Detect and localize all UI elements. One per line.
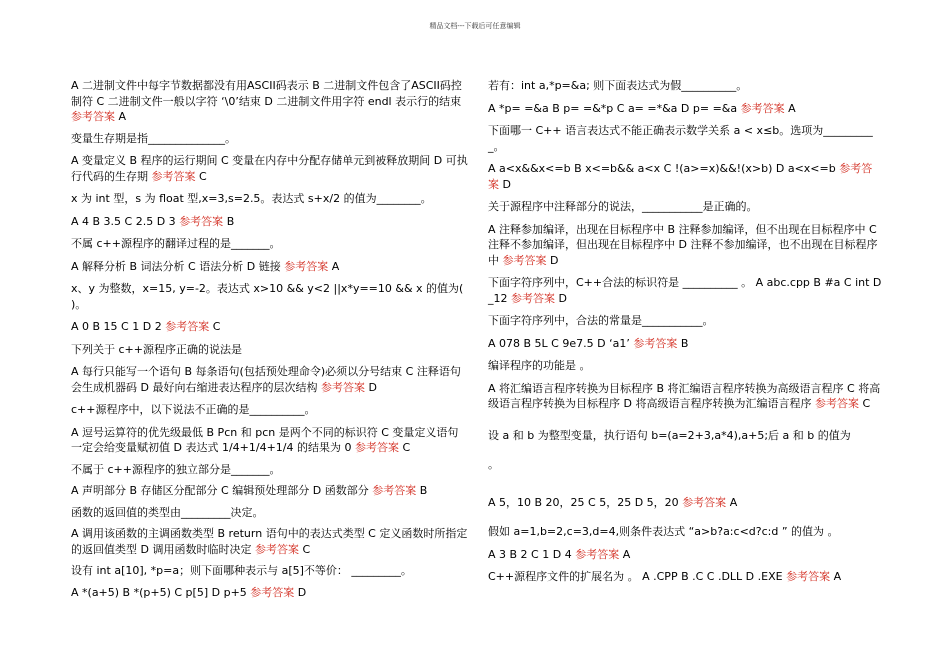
- question-item: 下面字符序列中，合法的常量是___________。: [488, 314, 714, 327]
- question-item: A 0 B 15 C 1 D 2 参考答案 C: [71, 320, 221, 333]
- answer-label: 参考答案: [284, 259, 329, 273]
- right-column: [488, 78, 882, 585]
- question-item: A 解释分析 B 词法分析 C 语法分析 D 链接 参考答案 A: [71, 259, 340, 273]
- answer-label: 参考答案: [786, 570, 831, 583]
- answer-label: 参考答案: [254, 542, 299, 556]
- question-item: A 078 B 5L C 9e7.5 D ‘a1’ 参考答案 B: [488, 336, 689, 350]
- question-item: 下列关于 c++源程序正确的说法是: [71, 342, 242, 356]
- question-item: 编译程序的功能是 。: [488, 359, 591, 372]
- question-item: 若有：int a,*p=&a; 则下面表达式为假__________。: [488, 79, 748, 92]
- answer-label: 参考答案: [355, 441, 399, 454]
- answer-label: 参考答案: [740, 101, 785, 115]
- question-item: 。: [488, 458, 499, 471]
- answer-label: 参考答案: [814, 397, 859, 410]
- question-item: 设 a 和 b 为整型变量，执行语句 b=(a=2+3,a*4),a+5;后 a 和 b 的值为: [488, 428, 851, 442]
- question-item: A *(a+5) B *(p+5) C p[5] D p+5 参考答案 D: [71, 585, 307, 599]
- answer-label: 参考答案: [511, 291, 555, 305]
- page-header: 精品文档---下载后可任意编辑: [429, 22, 521, 30]
- question-item: x、y 为整数，x=15, y=-2。表达式 x>10 && y<2 ||x*y==10 && x 的值为( )。: [71, 282, 464, 311]
- question-item: A 声明部分 B 存储区分配部分 C 编辑预处理部分 D 函数部分 参考答案 B: [71, 484, 428, 497]
- question-item: C++源程序文件的扩展名为 。 A .CPP B .C C .DLL D .EXE 参考答案 A: [488, 570, 842, 583]
- left-column: [71, 78, 468, 600]
- question-item: 不属 c++源程序的翻译过程的是_______。: [71, 237, 281, 250]
- answer-label: 参考答案: [165, 320, 210, 333]
- question-item: 不属于 c++源程序的独立部分是_______。: [71, 462, 281, 476]
- answer-label: 参考答案: [250, 585, 295, 599]
- question-item: A 5，10 B 20，25 C 5，25 D 5，20 参考答案 A: [488, 495, 738, 509]
- answer-label: 参考答案: [372, 484, 417, 497]
- question-item: 下面字符序列中，C++合法的标识符是 __________ 。 A abc.cpp B #a C int D _12 参考答案 D: [488, 276, 882, 305]
- question-item: A *p= =&a B p= =&*p C a= =*&a D p= =&a 参考答案 A: [488, 101, 796, 115]
- answer-label: 参考答案: [151, 169, 196, 183]
- question-item: 函数的返回值的类型由_________决定。: [71, 505, 264, 519]
- question-item: A 将汇编语言程序转换为目标程序 B 将汇编语言程序转换为高级语言程序 C 将高级语言程序转换为目标程序 D 将高级语言程序转换为汇编语言程序 参考答案 C: [488, 381, 881, 410]
- answer-label: 参考答案: [502, 253, 547, 267]
- answer-label: 参考答案: [575, 547, 620, 561]
- question-item: A 二进制文件中每字节数据都没有用ASCII码表示 B 二进制文件包含了ASCII码控制符 C 二进制文件一般以字符 ‘\0’结束 D 二进制文件用字符 endl 表示行的结束 参考答案 A: [71, 79, 462, 123]
- question-item: x 为 int 型，s 为 float 型,x=3,s=2.5。表达式 s+x/2 的值为________。: [71, 192, 432, 205]
- answer-label: 参考答案: [71, 110, 115, 123]
- question-item: A 变量定义 B 程序的运行期间 C 变量在内存中分配存储单元到被释放期间 D 可执行代码的生存期 参考答案 C: [71, 154, 468, 183]
- question-item: 变量生存期是指______________。: [71, 131, 236, 145]
- question-item: A 注释参加编译，出现在目标程序中 B 注释参加编译，但不出现在目标程序中 C 注释不参加编译，但出现在目标程序中 D 注释不参加编译，也不出现在目标程序中 参考答案 D: [488, 222, 878, 267]
- answer-label: 参考答案: [682, 495, 727, 509]
- question-item: 假如 a=1,b=2,c=3,d=4,则条件表达式 “a>b?a:c<d?c:d ” 的值为 。: [488, 525, 839, 538]
- question-item: A 3 B 2 C 1 D 4 参考答案 A: [488, 547, 631, 561]
- question-item: 下面哪一 C++ 语言表达式不能正确表示数学关系 a < x≤b。选项为__________。: [488, 124, 873, 153]
- question-item: 关于源程序中注释部分的说法，___________是正确的。: [488, 200, 758, 213]
- answer-label: 参考答案: [320, 380, 365, 394]
- answer-label: 参考答案: [179, 214, 224, 228]
- question-item: A 逗号运算符的优先级最低 B Pcn 和 pcn 是两个不同的标识符 C 变量定义语句一定会给变量赋初值 D 表达式 1/4+1/4+1/4 的结果为 0 参考答案 C: [71, 425, 459, 454]
- question-item: A a<x&&x<=b B x<=b&& a<x C !(a>=x)&&!(x>b) D a<x<=b 参考答案 D: [488, 162, 873, 191]
- question-item: A 调用该函数的主调函数类型 B return 语句中的表达式类型 C 定义函数时所指定的返回值类型 D 调用函数时临时决定 参考答案 C: [71, 527, 468, 556]
- question-item: c++源程序中，以下说法不正确的是__________。: [71, 403, 316, 416]
- answer-label: 参考答案: [633, 336, 678, 350]
- question-item: A 4 B 3.5 C 2.5 D 3 参考答案 B: [71, 214, 235, 228]
- question-item: A 每行只能写一个语句 B 每条语句(包括预处理命令)必须以分号结束 C 注释语句会生成机器码 D 最好向右缩进表达程序的层次结构 参考答案 D: [71, 365, 461, 394]
- question-item: 设有 int a[10], *p=a；则下面哪种表示与 a[5]不等价： _________。: [71, 564, 412, 577]
- answer-label: 参考答案: [488, 162, 873, 191]
